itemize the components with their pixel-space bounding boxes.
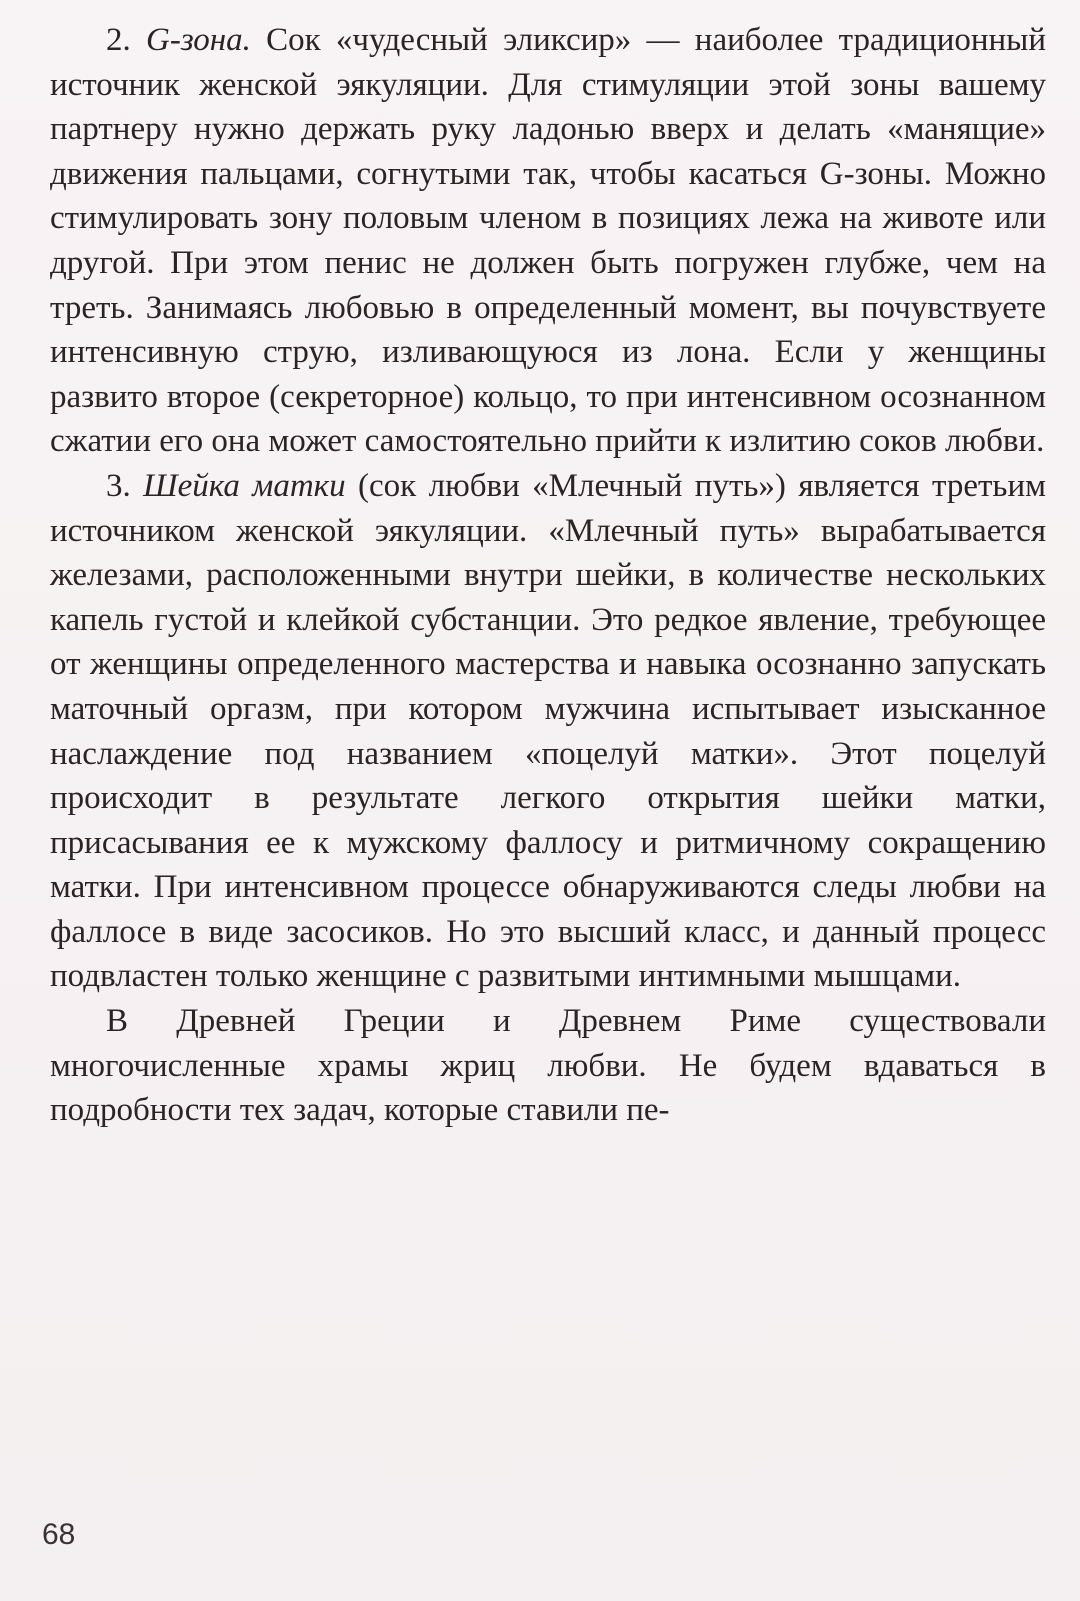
body-text bbox=[50, 18, 1046, 1133]
paragraph-g-zone bbox=[50, 18, 1046, 464]
paragraph-text: Сок «чудесный эликсир» — наиболее традиционный источник женской эякуляции. Для стимуляции этой зоны вашему партнеру нужно держать руку ладонью вверх и делать «манящие» движения пальцами, согнутыми так, чтобы касаться G-зоны. Можно стимулировать зону половым членом в позициях лежа на животе или другой. При этом пенис не должен быть погружен глубже, чем на треть. Занимаясь любовью в определенный момент, вы почувствуете интенсивную струю, изливающуюся из лона. Если у женщины развито второе (секреторное) кольцо, то при интенсивном осознанном сжатии его она может самостоятельно прийти к излитию соков любви. bbox=[50, 22, 1047, 460]
paragraph-text: В Древней Греции и Древнем Риме существовали многочисленные храмы жриц любви. Не будем вдаваться в подробности тех задач, которые ставили пе- bbox=[50, 1003, 1046, 1129]
paragraph-term: G-зона. bbox=[146, 22, 251, 58]
paragraph-text: (сок любви «Млечный путь») является третьим источником женской эякуляции. «Млечный путь» вырабатывается железами, расположенными внутри шейки, в количестве нескольких капель густой и клейкой субстанции. Это редкое явление, требующее от женщины определенного мастерства и навыка осознанно запускать маточный оргазм, при котором мужчина испытывает изысканное наслаждение под названием «поцелуй матки». Этот поцелуй происходит в результате легкого открытия шейки матки, присасывания ее к мужскому фаллосу и ритмичному сокращению матки. При интенсивном процессе обнаруживаются следы любви на фаллосе в виде засосиков. Но это высший класс, и данный процесс подвластен только женщине с развитыми интимными мышцами. bbox=[50, 467, 1047, 995]
paragraph-cervix bbox=[50, 464, 1046, 999]
page-number: 68 bbox=[42, 1518, 76, 1551]
paragraph-number: 3. bbox=[106, 467, 131, 504]
paragraph-number: 2. bbox=[106, 22, 131, 58]
paragraph-ancient-greece bbox=[50, 999, 1046, 1133]
paragraph-term: Шейка матки bbox=[143, 467, 346, 504]
